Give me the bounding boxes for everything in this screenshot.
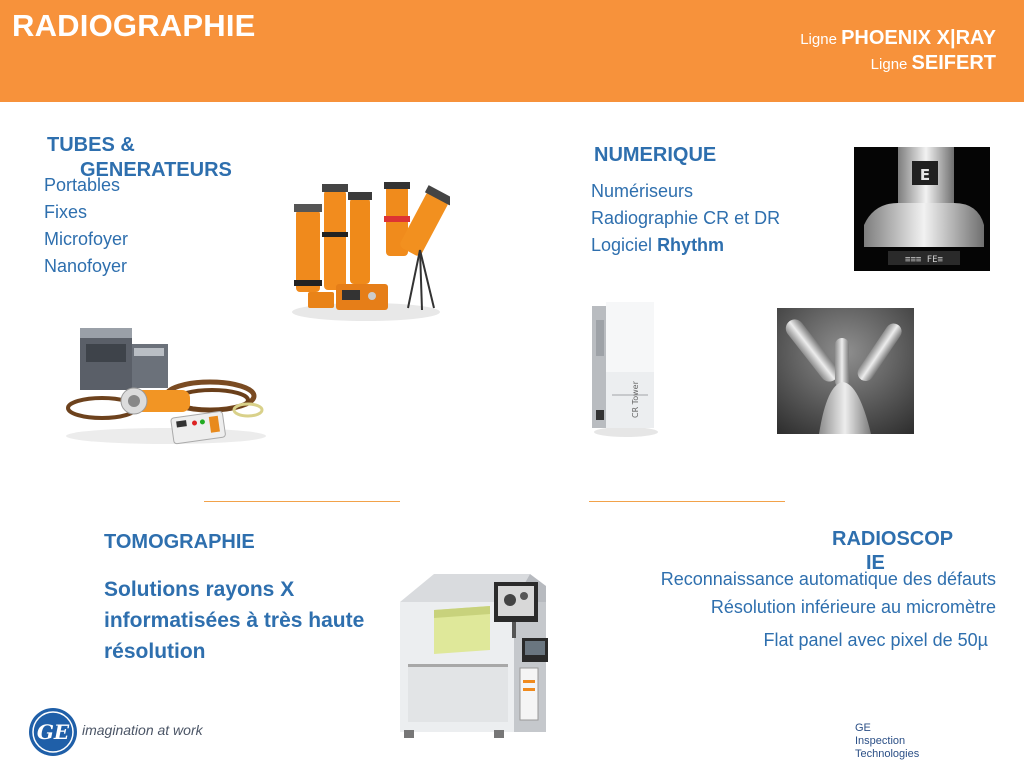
radioscopie-item-1: Reconnaissance automatique des défauts bbox=[660, 569, 996, 589]
microstructure-image bbox=[777, 308, 914, 434]
radioscopie-item-2: Résolution inférieure au micromètre bbox=[710, 597, 996, 617]
radioscopie-heading-line2: IE bbox=[866, 552, 885, 574]
list-item: Fixes bbox=[44, 202, 88, 222]
company-line: Inspection bbox=[855, 735, 906, 747]
scanner-label: CR Tower bbox=[631, 381, 640, 418]
software-name: Rhythm bbox=[657, 235, 725, 255]
list-item: Microfoyer bbox=[44, 229, 129, 249]
ge-tagline: imagination at work bbox=[82, 722, 203, 738]
tomography-system-image bbox=[394, 568, 574, 740]
line-prefix: Ligne bbox=[800, 31, 837, 48]
portable-tubes-image bbox=[288, 180, 450, 325]
list-item: Radiographie CR et DR bbox=[591, 208, 781, 228]
xray-strip-text: ≡≡≡ FE≡ bbox=[905, 255, 943, 265]
tubes-list bbox=[44, 172, 128, 280]
xray-mark: E bbox=[919, 166, 931, 184]
company-line: GE bbox=[855, 722, 871, 734]
line-brand-phoenix: PHOENIX X|RAY bbox=[841, 27, 996, 49]
product-line-seifert bbox=[871, 52, 996, 75]
ge-logo bbox=[28, 707, 78, 757]
cr-scanner-image bbox=[588, 300, 660, 438]
tomographie-heading: TOMOGRAPHIE bbox=[104, 531, 255, 553]
list-item: Numériseurs bbox=[591, 181, 694, 201]
ge-logo-text: GE bbox=[36, 720, 70, 744]
xray-valve-image bbox=[854, 147, 990, 271]
divider-right bbox=[589, 501, 785, 502]
tubes-heading-line1: TUBES & bbox=[47, 134, 135, 156]
list-item: Portables bbox=[44, 175, 121, 195]
numerique-heading: NUMERIQUE bbox=[594, 144, 717, 166]
stationary-generator-image bbox=[62, 314, 270, 446]
tomographie-body: Solutions rayons X informatisées à très haute résolution bbox=[104, 578, 365, 663]
numerique-list bbox=[591, 178, 780, 259]
list-item bbox=[591, 232, 780, 259]
line-brand-seifert: SEIFERT bbox=[911, 52, 996, 74]
line-prefix: Ligne bbox=[870, 56, 908, 73]
radioscopie-item-3: Flat panel avec pixel de 50µ bbox=[763, 630, 988, 650]
software-prefix: Logiciel bbox=[591, 235, 653, 255]
tubes-heading-line2: GENERATEURS bbox=[80, 159, 232, 181]
radioscopie-heading-line1: RADIOSCOP bbox=[832, 528, 954, 550]
product-line-phoenix bbox=[800, 27, 996, 50]
list-item: Nanofoyer bbox=[44, 256, 128, 276]
divider-left bbox=[204, 501, 400, 502]
company-line: Technologies bbox=[855, 748, 920, 760]
page-title: RADIOGRAPHIE bbox=[12, 8, 256, 43]
company-block bbox=[855, 722, 919, 761]
